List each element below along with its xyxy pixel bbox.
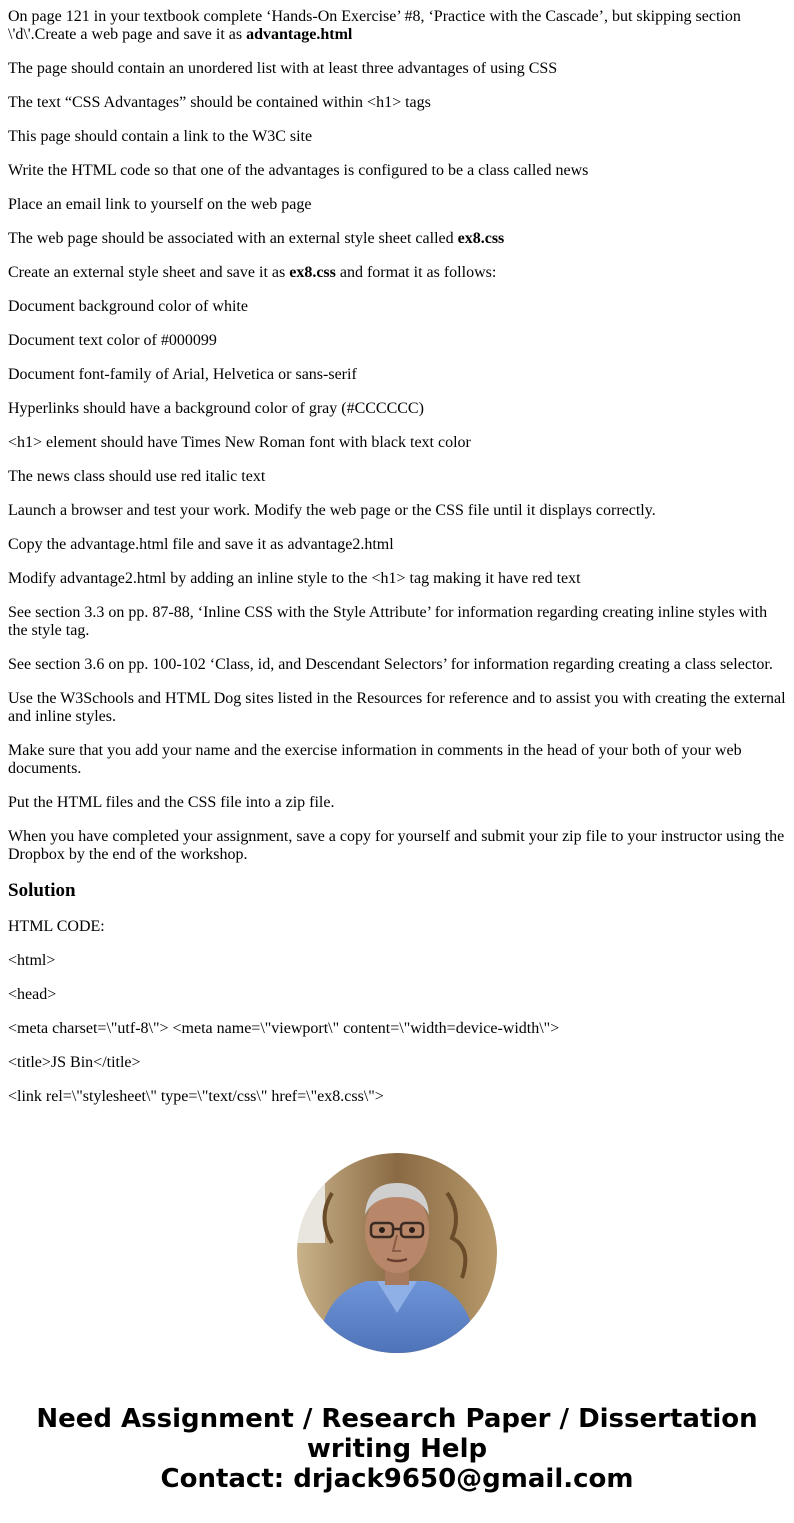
format-rule: Launch a browser and test your work. Modify the web page or the CSS file until it displays correctly. xyxy=(8,502,656,519)
requirement-item: This page should contain a link to the W3C site xyxy=(8,128,313,145)
create-css-text-a: Create an external style sheet and save it as xyxy=(8,264,290,281)
document-body xyxy=(8,8,788,1122)
create-css-text-b: and format it as follows: xyxy=(335,264,497,281)
stylesheet-filename: ex8.css xyxy=(457,230,505,247)
code-line: <link rel=\"stylesheet\" type=\"text/css\" href=\"ex8.css\"> xyxy=(8,1088,384,1105)
stylesheet-paragraph xyxy=(8,230,788,248)
contact-banner xyxy=(0,1404,794,1494)
requirement-item: Place an email link to yourself on the web page xyxy=(8,196,312,213)
create-css-paragraph xyxy=(8,264,788,282)
stylesheet-text: The web page should be associated with an external style sheet called xyxy=(8,230,458,247)
avatar-portrait xyxy=(297,1153,497,1353)
banner-line-2: writing Help xyxy=(306,1434,488,1464)
format-rule: Modify advantage2.html by adding an inline style to the <h1> tag making it have red text xyxy=(8,570,581,587)
requirement-item: The page should contain an unordered list with at least three advantages of using CSS xyxy=(8,60,558,77)
banner-line-1: Need Assignment / Research Paper / Dissertation xyxy=(36,1404,758,1434)
intro-paragraph xyxy=(8,8,788,44)
author-avatar xyxy=(297,1153,497,1353)
solution-label: HTML CODE: xyxy=(8,918,105,935)
format-rule: See section 3.3 on pp. 87-88, ‘Inline CSS with the Style Attribute’ for information regarding creating inline styles with the style tag. xyxy=(8,604,768,639)
intro-filename: advantage.html xyxy=(246,26,353,43)
format-rule: Document font-family of Arial, Helvetica or sans-serif xyxy=(8,366,357,383)
requirement-item: The text “CSS Advantages” should be contained within <h1> tags xyxy=(8,94,431,111)
banner-contact-email: Contact: drjack9650@gmail.com xyxy=(160,1464,634,1494)
code-line: <head> xyxy=(8,986,57,1003)
format-rule: When you have completed your assignment, save a copy for yourself and submit your zip file to your instructor using the Dropbox by the end of the workshop. xyxy=(8,828,785,863)
solution-heading: Solution xyxy=(8,880,76,901)
code-line: <html> xyxy=(8,952,56,969)
format-rule: Document background color of white xyxy=(8,298,248,315)
intro-text: On page 121 in your textbook complete ‘Hands-On Exercise’ #8, ‘Practice with the Cascade’, but skipping section \'d\'.Create a web page and save it as xyxy=(8,8,741,43)
format-rule: <h1> element should have Times New Roman font with black text color xyxy=(8,434,471,451)
format-rule: Document text color of #000099 xyxy=(8,332,217,349)
create-css-filename: ex8.css xyxy=(289,264,336,281)
code-line: <title>JS Bin</title> xyxy=(8,1054,141,1071)
requirement-item: Write the HTML code so that one of the advantages is configured to be a class called news xyxy=(8,162,589,179)
format-rule: Make sure that you add your name and the exercise information in comments in the head of your both of your web documents. xyxy=(8,742,742,777)
format-rule: Use the W3Schools and HTML Dog sites listed in the Resources for reference and to assist you with creating the external and inline styles. xyxy=(8,690,786,725)
format-rule: Copy the advantage.html file and save it as advantage2.html xyxy=(8,536,394,553)
format-rule: Hyperlinks should have a background color of gray (#CCCCCC) xyxy=(8,400,424,417)
format-rule: Put the HTML files and the CSS file into a zip file. xyxy=(8,794,335,811)
code-line: <meta charset=\"utf-8\"> <meta name=\"viewport\" content=\"width=device-width\"> xyxy=(8,1020,560,1037)
format-rule: The news class should use red italic text xyxy=(8,468,266,485)
format-rule: See section 3.6 on pp. 100-102 ‘Class, id, and Descendant Selectors’ for information regarding creating a class selector. xyxy=(8,656,773,673)
